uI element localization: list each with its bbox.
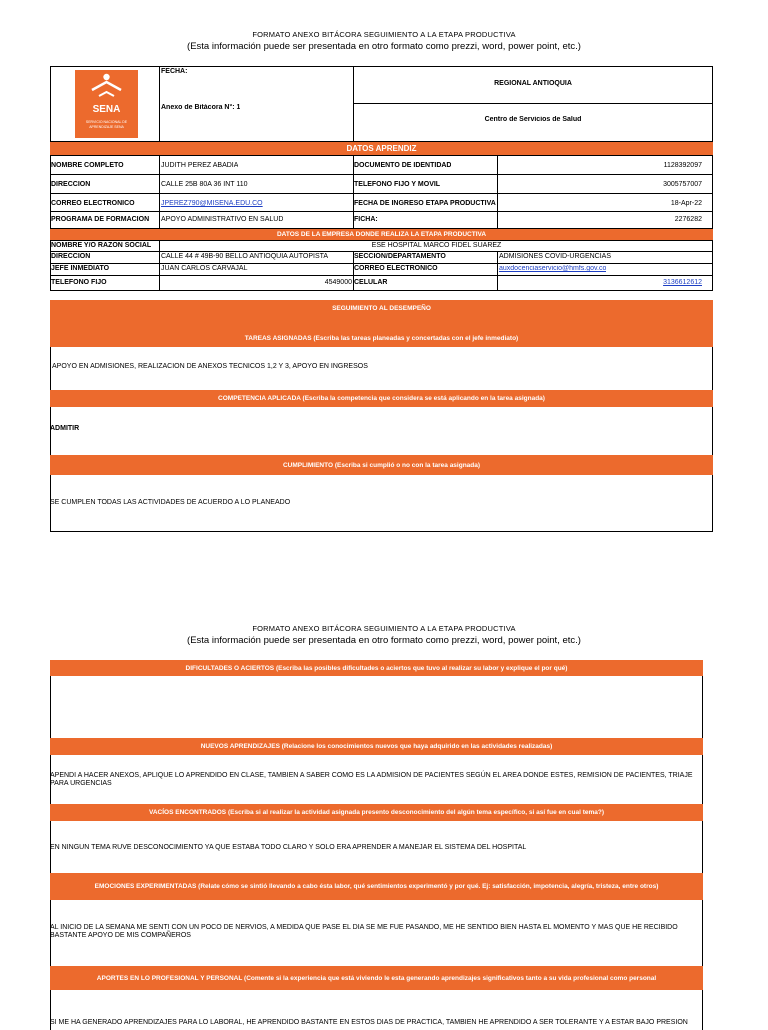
seguimiento-header: SEGUIMIENTO AL DESEMPEÑO (50, 300, 713, 316)
competencia-header: COMPETENCIA APLICADA (Escriba la competencia que considera se está aplicando en la tarea asignada) (50, 390, 713, 407)
jefe-label: JEFE INMEDIATO (51, 265, 110, 272)
telefono-label: TELEFONO FIJO Y MÓVIL (354, 181, 441, 188)
correo-link[interactable]: JPEREZ790@MISENA.EDU.CO (161, 200, 263, 207)
celular-link[interactable]: 3136612612 (663, 279, 702, 286)
aprendizajes-value-2: PARA URGENCIAS (50, 780, 112, 787)
empresa-header: DATOS DE LA EMPRESA DONDE REALIZA LA ETAPA PRODUCTIVA (50, 229, 713, 240)
ficha-label: FICHA: (354, 216, 378, 223)
fecha-ingreso-label: FECHA DE INGRESO ETAPA PRODUCTIVA (354, 200, 496, 207)
fecha-label: FECHA: (161, 68, 188, 75)
tareas-value: APOYO EN ADMISIONES, REALIZACION DE ANEXOS TECNICOS 1,2 Y 3, APOYO EN INGRESOS (52, 363, 368, 370)
anexo-label: Anexo de Bitácora N°: 1 (161, 104, 241, 111)
datos-aprendiz-header: DATOS APRENDIZ (50, 142, 713, 155)
dificultades-header: DIFICULTADES O ACIERTOS (Escriba las posibles dificultades o aciertos que tuvo al realizar su labor y explique el por qué) (50, 660, 703, 676)
razon-social-value: ESE HOSPITAL MARCO FIDEL SUAREZ (371, 242, 502, 249)
empresa-correo-value[interactable] (499, 265, 606, 273)
direccion-label: DIRECCIÓN (51, 181, 91, 188)
vacios-header: VACÍOS ENCONTRADOS (Escriba si al realizar la actividad asignada presento desconocimiento del algún tema específico, si así fue en cual tema?) (50, 804, 703, 821)
vacios-value: EN NINGUN TEMA RUVE DESCONOCIMIENTO YA QUE ESTABA TODO CLARO Y SOLO ERA APRENDER A MANEJAR EL SISTEMA DEL HOSPITAL (50, 844, 527, 851)
seccion-label: SECCIÓN/DEPARTAMENTO (354, 253, 446, 260)
aprendizajes-header: NUEVOS APRENDIZAJES (Relacione los conocimientos nuevos que haya adquirido en las actividades realizadas) (50, 738, 703, 755)
emociones-value-1: AL INICIO DE LA SEMANA ME SENTI CON UN POCO DE NERVIOS, A MEDIDA QUE PASE EL DIA SE ME FUE PASANDO, ME HE SENTIDO BIEN HASTA EL MOMENTO Y MAS QUE HE RECIBIDO (50, 924, 678, 931)
empresa-correo-label: CORREO ELECTRÓNICO (354, 265, 438, 272)
page2-header (0, 624, 768, 646)
form-subtitle-2: (Esta información puede ser presentada en otro formato como prezzi, word, power point, etc.) (187, 635, 581, 646)
centro-label: Centro de Servicios de Salud (484, 116, 582, 123)
empresa-direccion-label: DIRECCIÓN (51, 253, 91, 260)
correo-value[interactable] (161, 200, 263, 208)
jefe-value: JUAN CARLOS CARVAJAL (161, 265, 248, 272)
documento-value: 1128392097 (663, 162, 702, 169)
sena-logo-sub: SERVICIO NACIONAL DE APRENDIZAJE SENA (85, 120, 128, 129)
telfijo-value: 4549000 (324, 279, 352, 286)
aprendizajes-value-1: APENDI A HACER ANEXOS, APLIQUE LO APRENDIDO EN CLASE, TAMBIEN A SABER COMO ES LA ADMISION DE PACIENTES SEGÚN EL AREA DONDE ESTES, REMISION DE PACIENTES, TRIAJE (50, 772, 693, 779)
sena-logo-text: SENA (92, 104, 121, 115)
programa-value: APOYO ADMINISTRATIVO EN SALUD (161, 216, 284, 223)
form-subtitle: (Esta información puede ser presentada en otro formato como prezzi, word, power point, etc.) (187, 41, 581, 52)
seccion-value: ADMISIONES COVID-URGENCIAS (499, 253, 612, 260)
telefono-value: 3005757007 (663, 181, 702, 188)
razon-social-label: NOMBRE Y/O RAZÓN SOCIAL (51, 242, 152, 249)
emociones-value-2: BASTANTE APOYO DE MIS COMPAÑEROS (50, 932, 191, 939)
empresa-correo-link[interactable]: auxdocenciaservicio@hmfs.gov.co (499, 265, 607, 272)
cumplimiento-header: CUMPLIMIENTO (Escriba si cumplió o no con la tarea asignada) (50, 455, 713, 475)
sena-logo (75, 70, 138, 138)
emociones-header: EMOCIONES EXPERIMENTADAS (Relate cómo se sintió llevando a cabo ésta labor, qué sentimientos experimentó y por qué. Ej: satisfacción, impotencia, alegría, tristeza, entre otros) (50, 873, 703, 900)
celular-value[interactable] (498, 279, 702, 287)
empresa-direccion-value: CALLE 44 # 49B-90 BELLO ANTIOQUIA AUTOPISTA (161, 253, 329, 260)
telfijo-label: TELÉFONO FIJO (51, 279, 107, 286)
direccion-value: CALLE 25B 80A 36 INT 110 (161, 181, 248, 188)
celular-label: CELULAR (354, 279, 388, 286)
ficha-value: 2276282 (674, 216, 702, 223)
tareas-header: TAREAS ASIGNADAS (Escriba las tareas planeadas y concertadas con el jefe inmediato) (50, 316, 713, 347)
nombre-label: NOMBRE COMPLETO (51, 162, 124, 169)
competencia-value: ADMITIR (50, 425, 80, 432)
correo-label: CORREO ELECTRÓNICO (51, 200, 135, 207)
programa-label: PROGRAMA DE FORMACIÓN (51, 216, 150, 223)
page-header (0, 30, 768, 52)
aportes-header: APORTES EN LO PROFESIONAL Y PERSONAL (Comente si la experiencia que está viviendo le esta generando aprendizajes significativos tanto a su vida profesional como personal (50, 966, 703, 990)
form-title-2: FORMATO ANEXO BITÁCORA SEGUIMIENTO A LA ETAPA PRODUCTIVA (252, 624, 516, 633)
nombre-value: JUDITH PEREZ ABADIA (161, 162, 239, 169)
sena-figure-icon (75, 70, 138, 100)
cumplimiento-value: SE CUMPLEN TODAS LAS ACTIVIDADES DE ACUERDO A LO PLANEADO (50, 499, 291, 506)
form-title: FORMATO ANEXO BITÁCORA SEGUIMIENTO A LA ETAPA PRODUCTIVA (252, 30, 516, 39)
top-block (50, 66, 713, 142)
documento-label: DOCUMENTO DE IDENTIDAD (354, 162, 452, 169)
regional-label: REGIONAL ANTIOQUIA (494, 80, 572, 87)
fecha-ingreso-value: 18-Apr-22 (670, 200, 702, 207)
aportes-value: SI ME HA GENERADO APRENDIZAJES PARA LO LABORAL, HE APRENDIDO BASTANTE EN ESTOS DIAS DE PRACTICA, TAMBIEN HE APRENDIDO A SER TOLERANTE Y A ESTAR BAJO PRESION (50, 1019, 688, 1026)
